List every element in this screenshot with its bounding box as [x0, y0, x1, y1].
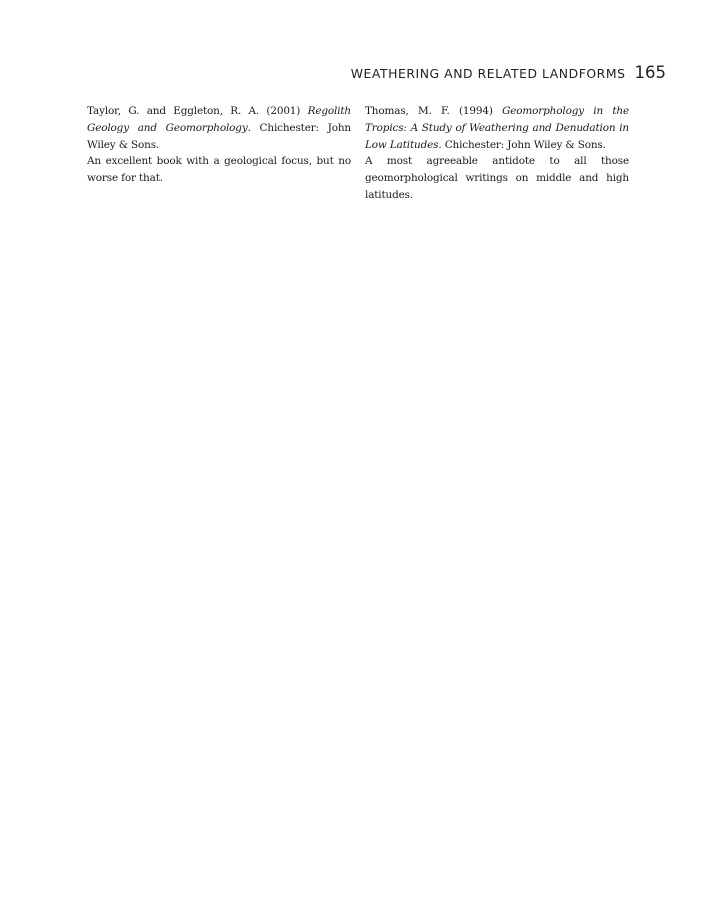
citation-authors: Taylor, G. and Eggleton, R. A. (2001) — [87, 105, 301, 117]
citation-authors: Thomas, M. F. (1994) — [365, 105, 493, 117]
citation-title: Geomorphology in the Tropics: A Study of Weathering and Denudation in Low Latitudes — [365, 105, 629, 151]
reference-entry-thomas — [365, 103, 629, 204]
annotation: An excellent book with a geological focus, but no worse for that. — [87, 155, 351, 185]
citation-publisher: Chichester: John Wiley & Sons. — [444, 138, 606, 151]
citation-publisher: Chichester: John Wiley & Sons. — [87, 121, 352, 151]
annotation: A most agreeable antidote to all those geomorphological writings on middle and high latitudes. — [365, 155, 629, 201]
citation: Taylor, G. and Eggleton, R. A. (2001) Regolith Geology and Geomorphology. Chichester: John Wiley & Sons. — [87, 105, 352, 151]
running-title: WEATHERING AND RELATED LANDFORMS — [350, 66, 626, 81]
running-header — [0, 63, 666, 83]
citation: Thomas, M. F. (1994) Geomorphology in the Tropics: A Study of Weathering and Denudation in Low Latitudes. Chichester: John Wiley & Sons. — [365, 105, 629, 151]
page-number: 165 — [634, 63, 666, 82]
citation-title: Regolith Geology and Geomorphology — [87, 105, 352, 134]
reference-entry-taylor — [87, 103, 351, 187]
